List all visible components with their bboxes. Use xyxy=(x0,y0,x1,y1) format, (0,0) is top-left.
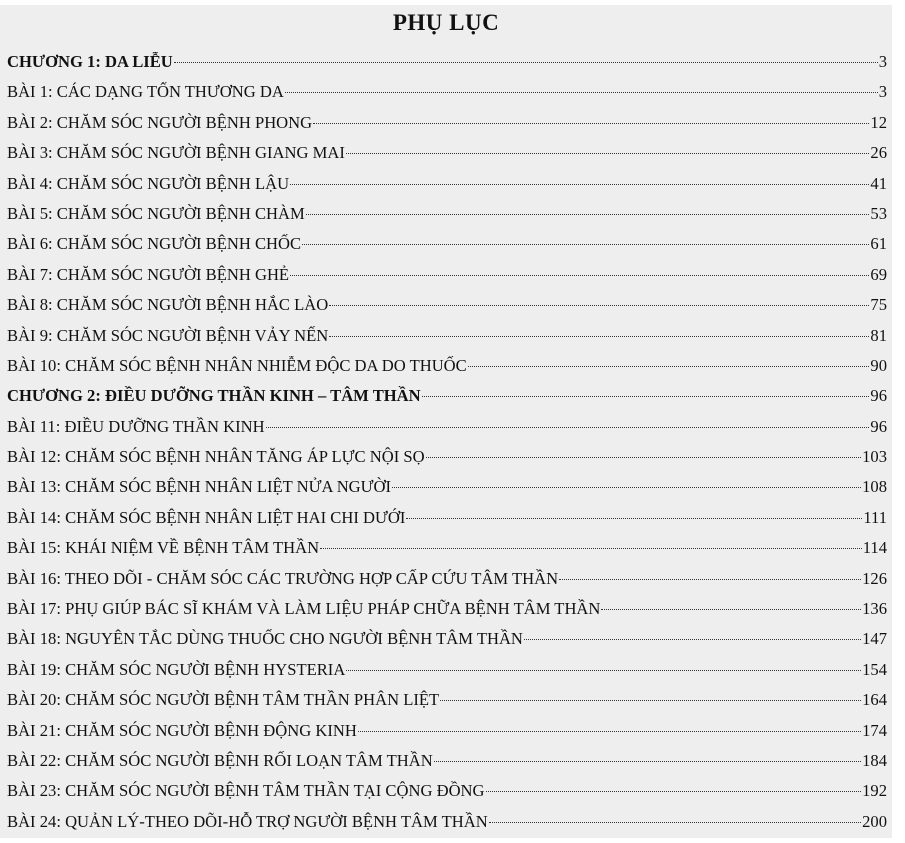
toc-dot-leader xyxy=(290,184,869,185)
toc-lesson-entry[interactable] xyxy=(7,143,887,173)
toc-entry-label: BÀI 14: CHĂM SÓC BỆNH NHÂN LIỆT HAI CHI DƯỚI xyxy=(7,507,406,527)
toc-dot-leader xyxy=(601,609,861,610)
toc-page-number: 126 xyxy=(862,568,887,588)
toc-entry-label: BÀI 2: CHĂM SÓC NGƯỜI BỆNH PHONG xyxy=(7,112,313,132)
toc-lesson-entry[interactable] xyxy=(7,660,887,690)
toc-dot-leader xyxy=(302,244,869,245)
toc-page-number: 174 xyxy=(862,720,887,740)
toc-page-number: 3 xyxy=(878,52,887,71)
toc-page-number: 114 xyxy=(862,538,887,558)
toc-page-number: 69 xyxy=(870,264,887,284)
toc-lesson-entry[interactable] xyxy=(7,690,887,720)
toc-dot-leader xyxy=(320,548,862,549)
toc-lesson-entry[interactable] xyxy=(7,356,887,386)
toc-page-number: 200 xyxy=(862,811,887,831)
toc-entry-label: BÀI 24: QUẢN LÝ-THEO DÕI-HỖ TRỢ NGƯỜI BỆNH TÂM THẦN xyxy=(7,811,488,831)
toc-page-number: 81 xyxy=(870,325,887,345)
toc-entry-label: BÀI 19: CHĂM SÓC NGƯỜI BỆNH HYSTERIA xyxy=(7,659,346,679)
toc-entry-label: BÀI 7: CHĂM SÓC NGƯỜI BỆNH GHẺ xyxy=(7,264,290,284)
toc-dot-leader xyxy=(524,639,861,640)
toc-entry-label: BÀI 4: CHĂM SÓC NGƯỜI BỆNH LẬU xyxy=(7,173,290,193)
toc-chapter-entry[interactable] xyxy=(7,52,887,82)
toc-page-number: 108 xyxy=(862,477,887,497)
toc-entry-label: BÀI 16: THEO DÕI - CHĂM SÓC CÁC TRƯỜNG HỢP CẤP CỨU TÂM THẦN xyxy=(7,568,559,588)
toc-entry-label: BÀI 5: CHĂM SÓC NGƯỜI BỆNH CHÀM xyxy=(7,203,305,223)
toc-dot-leader xyxy=(468,366,870,367)
toc-entry-label: BÀI 9: CHĂM SÓC NGƯỜI BỆNH VẢY NẾN xyxy=(7,325,329,345)
toc-lesson-entry[interactable] xyxy=(7,204,887,234)
toc-dot-leader xyxy=(406,518,862,519)
toc-dot-leader xyxy=(440,700,861,701)
toc-page-number: 41 xyxy=(870,173,887,193)
toc-lesson-entry[interactable] xyxy=(7,508,887,538)
toc-lesson-entry[interactable] xyxy=(7,477,887,507)
toc-page-number: 96 xyxy=(870,386,887,406)
document-page xyxy=(0,5,892,838)
toc-dot-leader xyxy=(346,670,861,671)
toc-dot-leader xyxy=(392,487,861,488)
toc-dot-leader xyxy=(174,62,878,63)
toc-dot-leader xyxy=(422,396,870,397)
toc-chapter-entry[interactable] xyxy=(7,386,887,416)
toc-lesson-entry[interactable] xyxy=(7,721,887,751)
toc-page-number: 164 xyxy=(862,690,887,710)
toc-lesson-entry[interactable] xyxy=(7,812,887,842)
toc-lesson-entry[interactable] xyxy=(7,751,887,781)
toc-dot-leader xyxy=(313,123,869,124)
toc-lesson-entry[interactable] xyxy=(7,569,887,599)
toc-page-number: 61 xyxy=(870,234,887,254)
toc-entry-label: BÀI 20: CHĂM SÓC NGƯỜI BỆNH TÂM THẦN PHÂN LIỆT xyxy=(7,690,440,710)
toc-title: PHỤ LỤC xyxy=(392,10,500,35)
toc-page-number: 147 xyxy=(862,629,887,649)
toc-page-number: 136 xyxy=(862,599,887,619)
toc-page-number: 184 xyxy=(862,750,887,770)
toc-lesson-entry[interactable] xyxy=(7,234,887,264)
toc-page-number: 75 xyxy=(870,295,887,315)
toc-lesson-entry[interactable] xyxy=(7,417,887,447)
toc-lesson-entry[interactable] xyxy=(7,538,887,568)
toc-lesson-entry[interactable] xyxy=(7,599,887,629)
toc-page-number: 111 xyxy=(863,507,887,527)
toc-entry-label: BÀI 1: CÁC DẠNG TỔN THƯƠNG DA xyxy=(7,82,284,102)
toc-entry-label: BÀI 10: CHĂM SÓC BỆNH NHÂN NHIỄM ĐỘC DA DO THUỐC xyxy=(7,355,467,375)
toc-lesson-entry[interactable] xyxy=(7,113,887,143)
toc-page-number: 90 xyxy=(870,355,887,375)
toc-entry-label: CHƯƠNG 1: DA LIỄU xyxy=(7,52,173,71)
toc-dot-leader xyxy=(329,336,869,337)
toc-lesson-entry[interactable] xyxy=(7,781,887,811)
toc-lesson-entry[interactable] xyxy=(7,82,887,112)
toc-entry-label: BÀI 18: NGUYÊN TẮC DÙNG THUỐC CHO NGƯỜI BỆNH TÂM THẦN xyxy=(7,629,523,649)
toc-entry-label: BÀI 13: CHĂM SÓC BỆNH NHÂN LIỆT NỬA NGƯỜI xyxy=(7,477,392,497)
toc-entry-label: BÀI 21: CHĂM SÓC NGƯỜI BỆNH ĐỘNG KINH xyxy=(7,720,357,740)
toc-lesson-entry[interactable] xyxy=(7,629,887,659)
toc-page-number: 103 xyxy=(862,447,887,467)
toc-lesson-entry[interactable] xyxy=(7,295,887,325)
toc-entry-label: BÀI 22: CHĂM SÓC NGƯỜI BỆNH RỐI LOẠN TÂM THẦN xyxy=(7,750,433,770)
toc-page-number: 154 xyxy=(862,659,887,679)
toc-page-number: 3 xyxy=(878,82,887,102)
toc-entry-label: BÀI 6: CHĂM SÓC NGƯỜI BỆNH CHỐC xyxy=(7,234,302,254)
toc-page-number: 12 xyxy=(870,112,887,132)
toc-lesson-entry[interactable] xyxy=(7,174,887,204)
toc-dot-leader xyxy=(329,305,869,306)
toc-dot-leader xyxy=(306,214,870,215)
toc-dot-leader xyxy=(434,761,861,762)
toc-dot-leader xyxy=(358,731,861,732)
toc-dot-leader xyxy=(489,822,861,823)
toc-page-number: 53 xyxy=(870,203,887,223)
toc-dot-leader xyxy=(559,579,861,580)
toc-entry-label: BÀI 23: CHĂM SÓC NGƯỜI BỆNH TÂM THẦN TẠI CỘNG ĐỒNG xyxy=(7,781,485,801)
toc-lesson-entry[interactable] xyxy=(7,265,887,295)
toc-entry-label: CHƯƠNG 2: ĐIỀU DƯỠNG THẦN KINH – TÂM THẦN xyxy=(7,386,421,406)
toc-dot-leader xyxy=(346,153,870,154)
toc-entry-label: BÀI 15: KHÁI NIỆM VỀ BỆNH TÂM THẦN xyxy=(7,538,320,558)
toc-page-number: 26 xyxy=(870,143,887,163)
toc-page-number: 192 xyxy=(862,781,887,801)
toc-lesson-entry[interactable] xyxy=(7,326,887,356)
toc-dot-leader xyxy=(290,275,869,276)
table-of-contents xyxy=(7,52,887,842)
toc-entry-label: BÀI 8: CHĂM SÓC NGƯỜI BỆNH HẮC LÀO xyxy=(7,295,329,315)
toc-entry-label: BÀI 17: PHỤ GIÚP BÁC SĨ KHÁM VÀ LÀM LIỆU PHÁP CHỮA BỆNH TÂM THẦN xyxy=(7,599,601,619)
toc-dot-leader xyxy=(426,457,862,458)
toc-page-number: 96 xyxy=(870,416,887,436)
toc-entry-label: BÀI 12: CHĂM SÓC BỆNH NHÂN TĂNG ÁP LỰC NỘI SỌ xyxy=(7,447,425,467)
toc-dot-leader xyxy=(266,427,870,428)
toc-entry-label: BÀI 3: CHĂM SÓC NGƯỜI BỆNH GIANG MAI xyxy=(7,143,345,163)
toc-dot-leader xyxy=(285,92,878,93)
toc-lesson-entry[interactable] xyxy=(7,447,887,477)
toc-dot-leader xyxy=(486,791,862,792)
toc-entry-label: BÀI 11: ĐIỀU DƯỠNG THẦN KINH xyxy=(7,416,265,436)
